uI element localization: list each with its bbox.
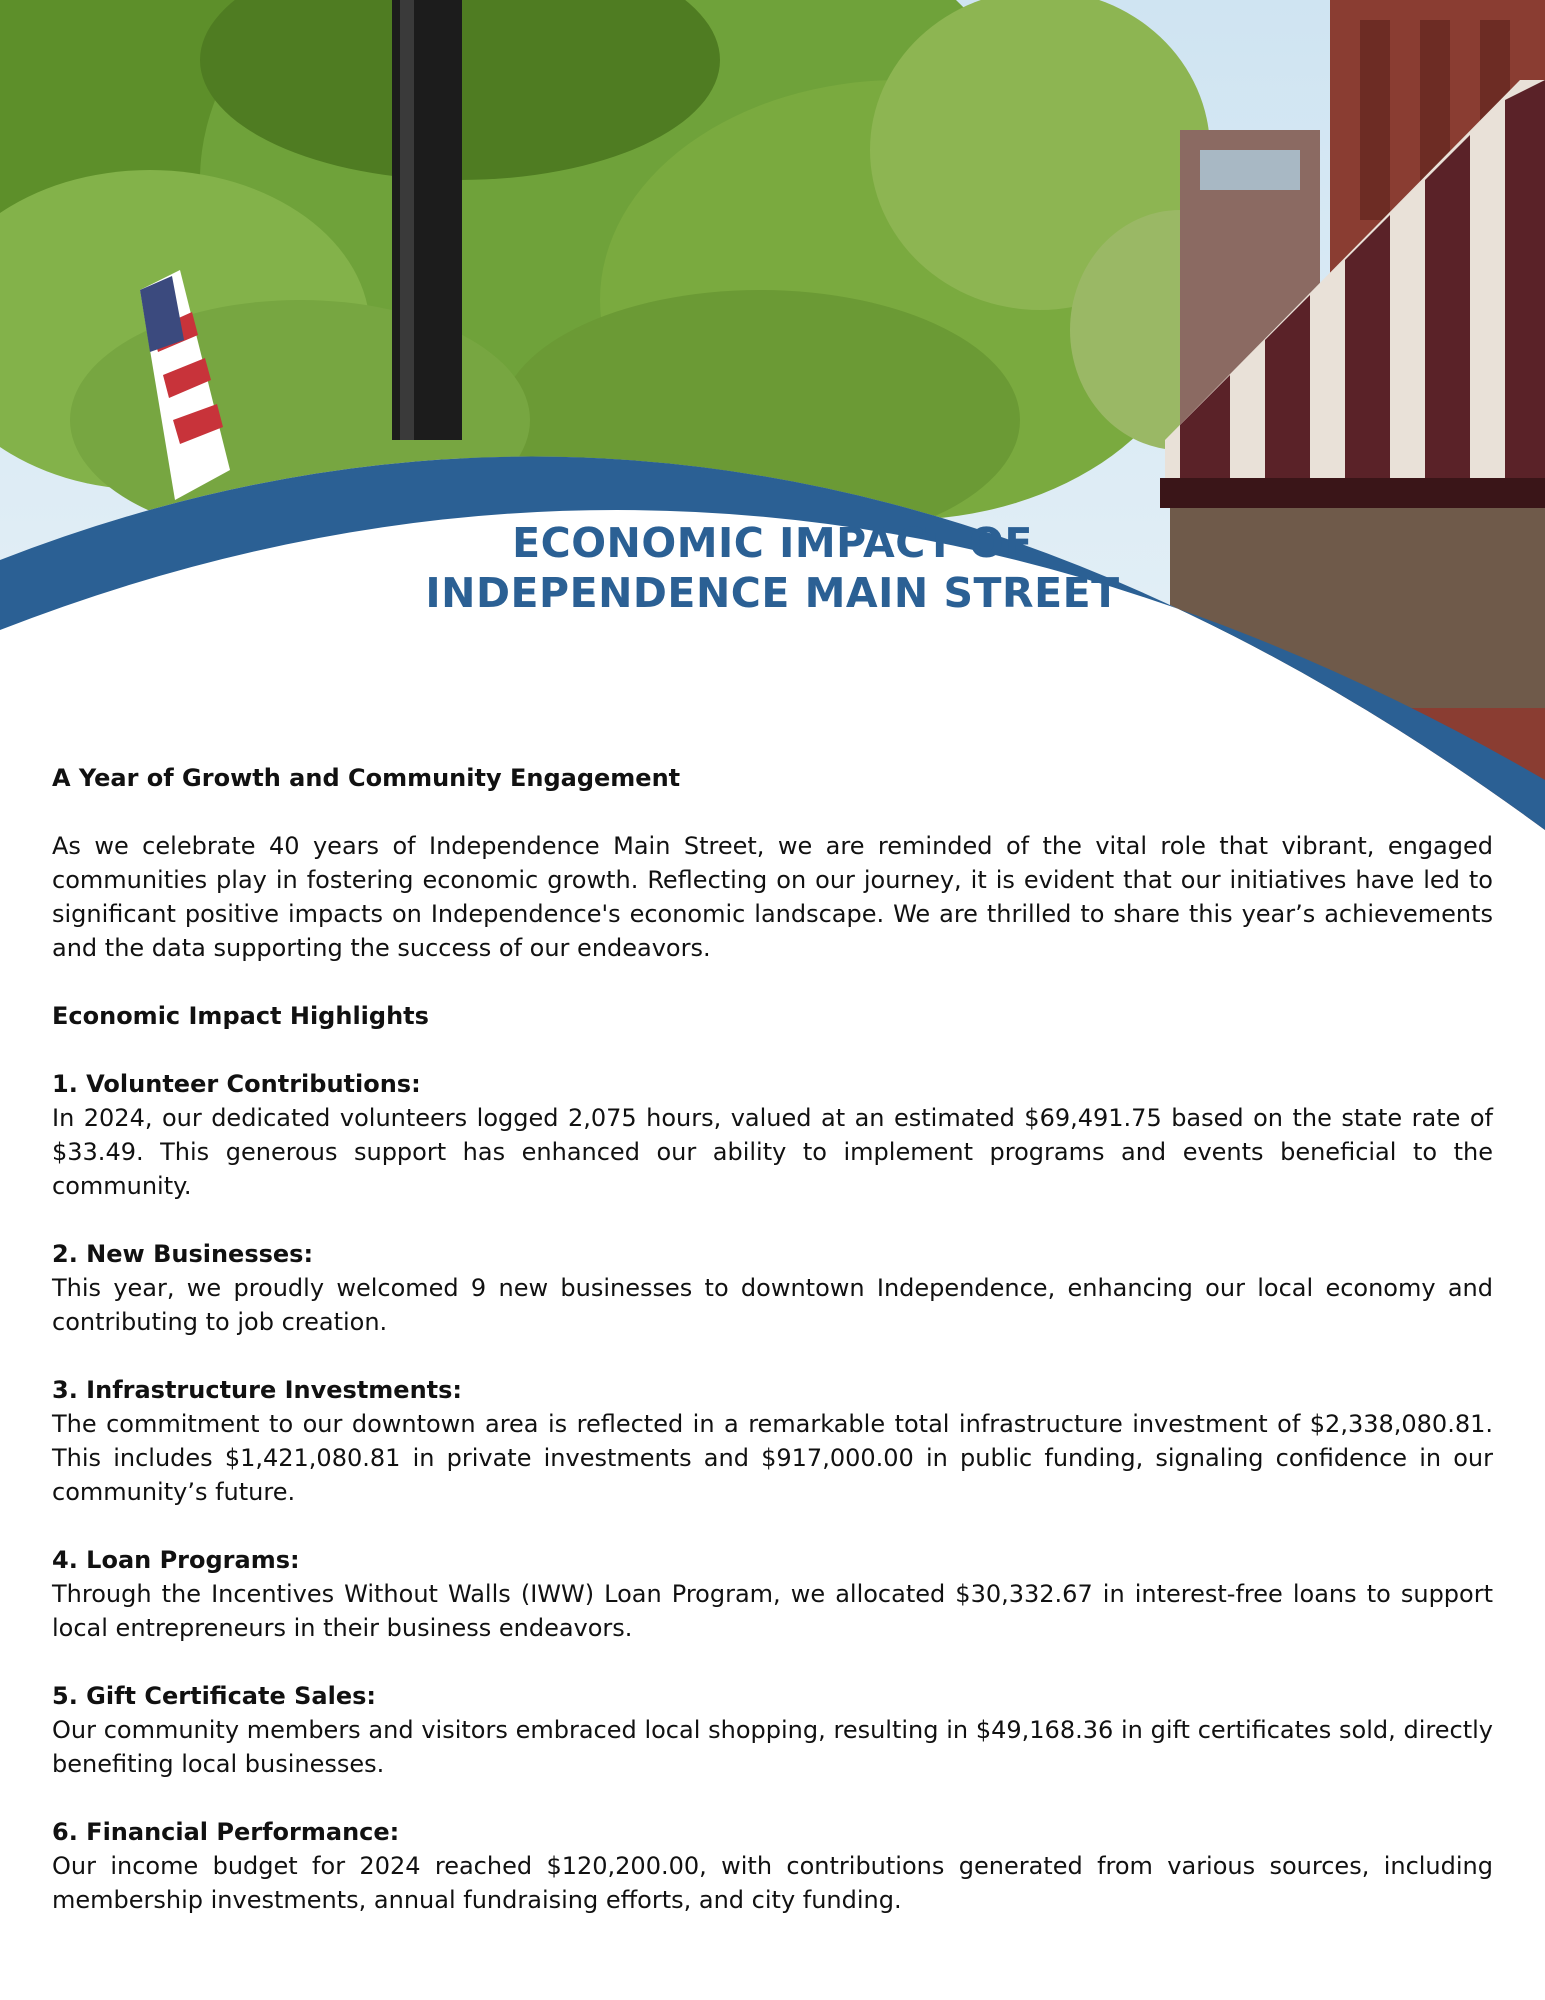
highlight-body: Our income budget for 2024 reached $120,200.00, with contributions generated from various sources, including membership investments, annual fundraising efforts, and city funding. — [52, 1852, 1493, 1914]
highlight-item-volunteer — [52, 1067, 1493, 1203]
highlight-item-new-businesses — [52, 1237, 1493, 1339]
highlight-title: 6. Financial Performance: — [52, 1818, 400, 1846]
main-content — [52, 761, 1493, 1917]
highlight-body: This year, we proudly welcomed 9 new businesses to downtown Independence, enhancing our local economy and contributing to job creation. — [52, 1274, 1493, 1336]
highlight-title: 1. Volunteer Contributions: — [52, 1070, 421, 1098]
highlight-body: The commitment to our downtown area is reflected in a remarkable total infrastructure investment of $2,338,080.81. This includes $1,421,080.81 in private investments and $917,000.00 in public funding, signaling confidence in our community’s future. — [52, 1410, 1493, 1506]
highlight-item-infrastructure — [52, 1373, 1493, 1509]
highlight-title: 2. New Businesses: — [52, 1240, 314, 1268]
highlight-title: 5. Gift Certificate Sales: — [52, 1682, 376, 1710]
highlight-item-loans — [52, 1543, 1493, 1645]
highlight-body: In 2024, our dedicated volunteers logged 2,075 hours, valued at an estimated $69,491.75 based on the state rate of $33.49. This generous support has enhanced our ability to implement programs and events beneficial to the community. — [52, 1104, 1493, 1200]
highlight-item-gift-certificates — [52, 1679, 1493, 1781]
title-line-1: ECONOMIC IMPACT OF — [512, 519, 1033, 567]
highlight-item-financial — [52, 1815, 1493, 1917]
title-line-2: INDEPENDENCE MAIN STREET — [425, 569, 1120, 617]
highlight-title: 3. Infrastructure Investments: — [52, 1376, 463, 1404]
page-title — [0, 518, 1545, 618]
highlight-body: Our community members and visitors embraced local shopping, resulting in $49,168.36 in gift certificates sold, directly benefiting local businesses. — [52, 1716, 1493, 1778]
highlights-heading: Economic Impact Highlights — [52, 1002, 429, 1030]
highlight-body: Through the Incentives Without Walls (IWW) Loan Program, we allocated $30,332.67 in interest-free loans to support local entrepreneurs in their business endeavors. — [52, 1580, 1493, 1642]
highlight-title: 4. Loan Programs: — [52, 1546, 300, 1574]
intro-paragraph: As we celebrate 40 years of Independence Main Street, we are reminded of the vital role that vibrant, engaged communities play in fostering economic growth. Reflecting on our journey, it is evident that our initiatives have led to significant positive impacts on Independence's economic landscape. We are thrilled to share this year’s achievements and the data supporting the success of our endeavors. — [52, 832, 1493, 962]
hero-photo — [0, 0, 1545, 830]
intro-heading: A Year of Growth and Community Engagement — [52, 764, 681, 792]
